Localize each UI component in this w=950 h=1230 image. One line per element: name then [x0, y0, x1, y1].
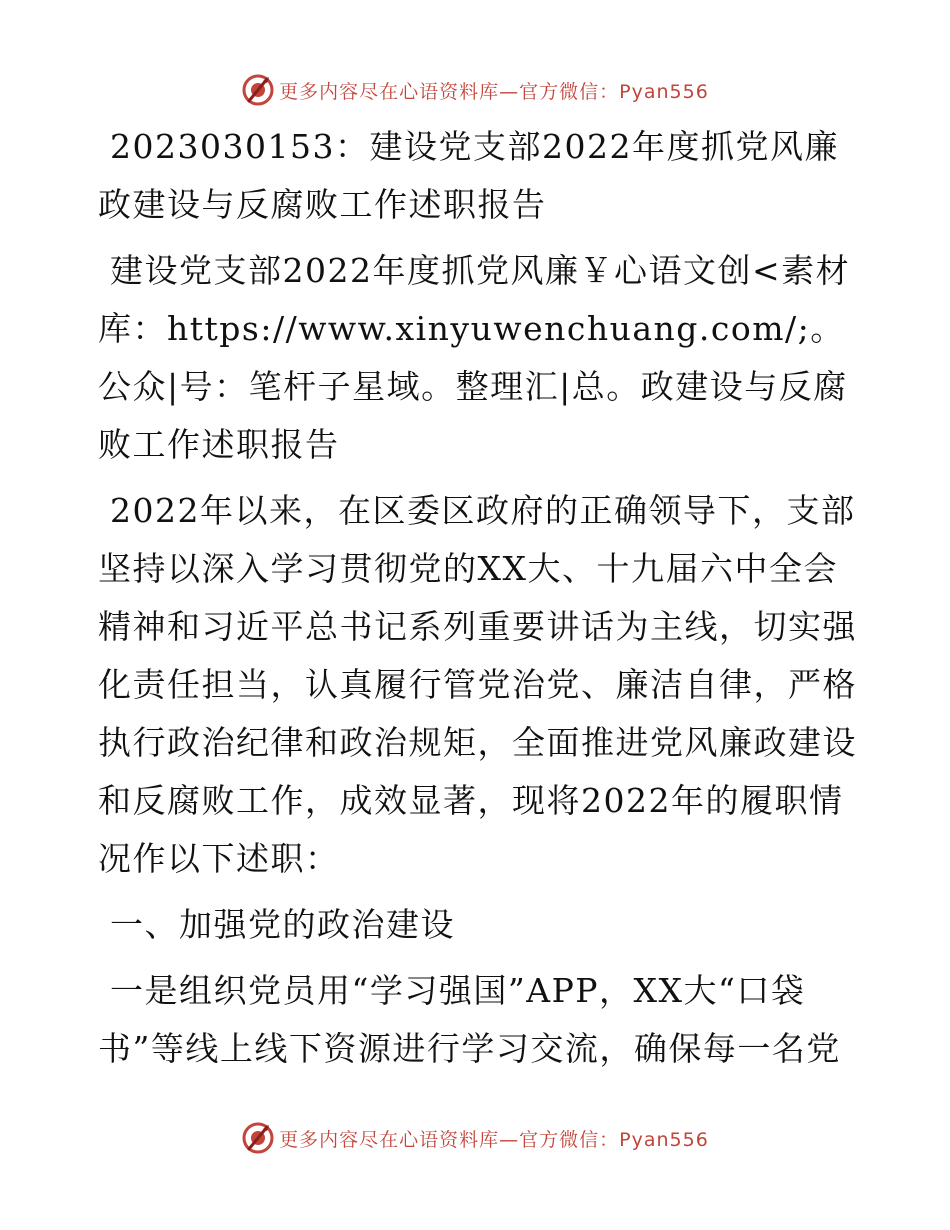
footer-watermark-banner: [0, 1118, 950, 1158]
document-title: 2023030153：建设党支部2022年度抓党风廉政建设与反腐败工作述职报告: [98, 127, 839, 224]
header-watermark-banner: [0, 70, 950, 110]
section-paragraph: 一是组织党员用“学习强国”APP，XX大“口袋书”等线上线下资源进行学习交流，确保每一名党: [98, 971, 841, 1068]
pen-logo-icon: [241, 73, 275, 107]
document-subtitle: 建设党支部2022年度抓党风廉￥心语文创<素材库：https://www.xinyuwenchuang.com/;。公众|号：笔杆子星域。整理汇|总。政建设与反腐败工作述职报告: [98, 251, 851, 464]
footer-watermark-text: 更多内容尽在心语资料库—官方微信：Pyan556: [279, 1128, 709, 1151]
header-watermark-text: 更多内容尽在心语资料库—官方微信：Pyan556: [279, 80, 709, 103]
section-heading: 一、加强党的政治建设: [110, 905, 455, 944]
document-body: [98, 118, 858, 1086]
intro-paragraph: 2022年以来，在区委区政府的正确领导下，支部坚持以深入学习贯彻党的XX大、十九届六中全会精神和习近平总书记系列重要讲话为主线，切实强化责任担当，认真履行管党治党、廉洁自律，严格执行政治纪律和政治规矩，全面推进党风廉政建设和反腐败工作，成效显著，现将2022年的履职情况作以下述职：: [98, 491, 857, 878]
pen-logo-icon: [241, 1121, 275, 1155]
